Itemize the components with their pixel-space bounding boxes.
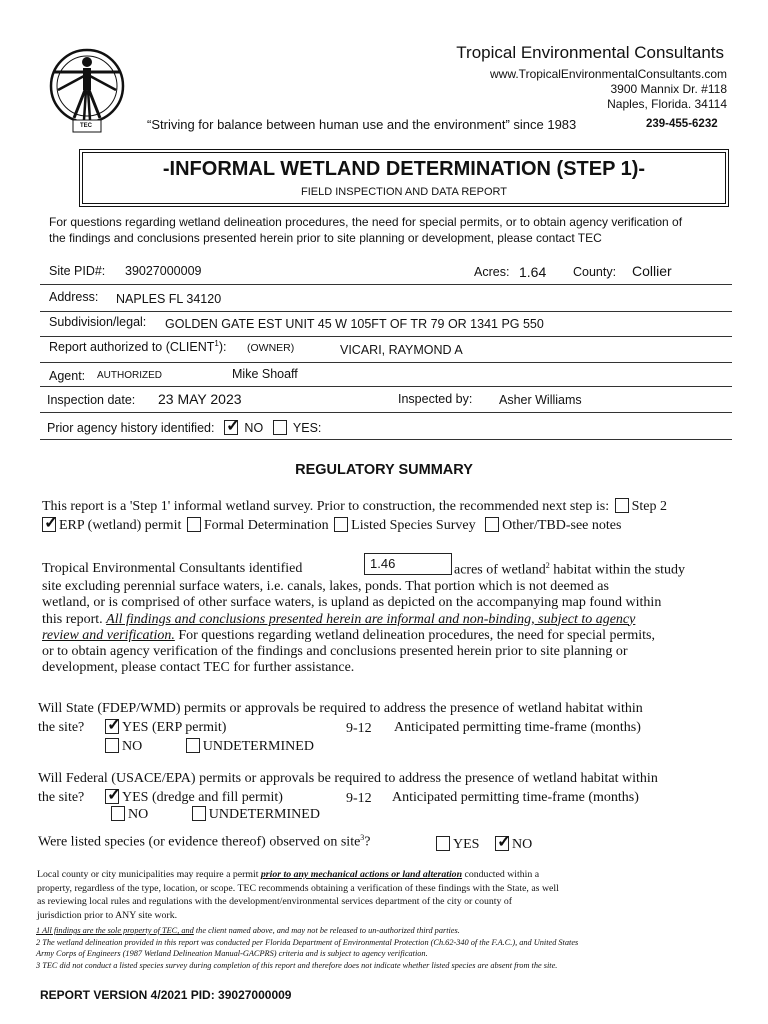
federal-yes-label: YES (dredge and fill permit)	[122, 790, 283, 805]
footnote-3: 3 TEC did not conduct a listed species survey during completion of this report and therefore does not indicate whether listed species are absent from the site.	[36, 960, 558, 970]
local-line-1c: conducted within a	[462, 869, 540, 880]
checkmark-icon: ✓	[225, 416, 241, 435]
client-label	[49, 339, 226, 354]
state-question-end: the site?	[38, 720, 85, 735]
inspected-by-label: Inspected by:	[398, 392, 473, 406]
agent-value: Mike Shoaff	[232, 367, 298, 381]
footnotes	[36, 925, 746, 971]
local-line-1b: prior to any mechanical actions or land alteration	[260, 869, 463, 880]
federal-undetermined-checkbox[interactable]	[192, 806, 206, 821]
species-no-checkbox[interactable]	[495, 832, 512, 851]
county-value: Collier	[632, 263, 672, 279]
wetland-footnote-ref: 2	[545, 561, 550, 570]
species-yes-checkbox[interactable]	[436, 836, 450, 851]
erp-checkbox[interactable]	[42, 513, 59, 532]
inspection-date-value: 23 MAY 2023	[158, 391, 242, 407]
state-timeframe: Anticipated permitting time-frame (months)	[394, 720, 641, 735]
listed-species-label: Listed Species Survey	[351, 518, 476, 533]
para-line-5	[42, 628, 742, 644]
local-line-1a: Local county or city municipalities may require a permit	[37, 869, 261, 880]
subdivision-value: GOLDEN GATE EST UNIT 45 W 105FT OF TR 79 OR 1341 PG 550	[165, 317, 544, 331]
identified-tail-text: acres of wetland	[454, 562, 546, 578]
rule-4	[40, 362, 732, 363]
state-no-checkbox[interactable]	[105, 738, 119, 753]
client-label-end: ):	[218, 340, 227, 355]
listed-species-checkbox[interactable]	[334, 517, 348, 532]
county-label: County:	[573, 265, 617, 279]
para-line-3: wetland, or is comprised of other surface waters, is upland as depicted on the accompanying map found within	[42, 595, 662, 611]
title-box	[79, 149, 729, 207]
prior-no-checkbox[interactable]	[224, 416, 241, 435]
species-question-text: Were listed species (or evidence thereof) observed on site	[38, 834, 361, 850]
client-role: (OWNER)	[247, 342, 295, 354]
species-yes-label: YES	[453, 837, 480, 852]
identified-lead: Tropical Environmental Consultants identified	[42, 561, 303, 576]
state-undetermined-checkbox[interactable]	[186, 738, 200, 753]
federal-undetermined-label: UNDETERMINED	[208, 807, 320, 822]
state-question: Will State (FDEP/WMD) permits or approvals be required to address the presence of wetland habitat within	[38, 701, 643, 716]
summary-paragraph	[42, 579, 742, 677]
intro-text: For questions regarding wetland delineation procedures, the need for special permits, or to obtain agency verification of the findings and conclusions presented herein prior to site planning or development, please contact TEC	[49, 215, 683, 245]
report-subtitle: FIELD INSPECTION AND DATA REPORT	[301, 186, 507, 198]
address-label: Address:	[49, 290, 99, 304]
wetland-acres-value: 1.46	[370, 556, 396, 571]
report-title: -INFORMAL WETLAND DETERMINATION (STEP 1)-	[162, 158, 646, 180]
prior-yes-checkbox[interactable]	[273, 420, 287, 435]
para-line-4b: All findings and conclusions presented herein are informal and non-binding, subject to agency	[106, 611, 636, 627]
company-address-line2: Naples, Florida. 34114	[607, 97, 727, 111]
client-value: VICARI, RAYMOND A	[340, 343, 463, 357]
company-phone: 239-455-6232	[646, 118, 718, 130]
federal-no-row	[111, 806, 320, 823]
formal-determination-checkbox[interactable]	[187, 517, 201, 532]
agent-label: Agent:	[49, 369, 86, 383]
state-undetermined-label: UNDETERMINED	[202, 739, 314, 754]
agent-role: AUTHORIZED	[97, 370, 162, 381]
next-step-options	[42, 513, 742, 534]
rule-5	[40, 386, 732, 387]
acres-value: 1.64	[519, 264, 547, 280]
company-website[interactable]: www.TropicalEnvironmentalConsultants.com	[490, 67, 727, 81]
company-slogan: “Striving for balance between human use and the environment” since 1983	[147, 117, 577, 132]
client-label-text: Report authorized to (CLIENT	[49, 340, 215, 355]
prior-yes-label: YES:	[292, 421, 322, 435]
report-version-footer: REPORT VERSION 4/2021 PID: 39027000009	[40, 988, 292, 1002]
federal-yes-checkbox[interactable]	[105, 785, 122, 804]
para-line-7: development, please contact TEC for further assistance.	[42, 660, 355, 676]
federal-question: Will Federal (USACE/EPA) permits or approvals be required to address the presence of wetland habitat within	[38, 771, 658, 786]
federal-months: 9-12	[346, 791, 372, 806]
address-value: NAPLES FL 34120	[116, 292, 222, 306]
footnote-2a: 2 The wetland delineation provided in this report was conducted per Florida Department of Environmental Protection (Ch.62-340 of the F.A.C.), and United States	[36, 937, 579, 947]
species-footnote-ref: 3	[360, 833, 365, 842]
local-line-4: jurisdiction prior to ANY site work.	[37, 909, 178, 921]
federal-timeframe: Anticipated permitting time-frame (months)	[392, 790, 639, 805]
company-address-line1: 3900 Mannix Dr. #118	[610, 82, 727, 96]
state-months: 9-12	[346, 721, 372, 736]
erp-label: ERP (wetland) permit	[59, 518, 182, 533]
step2-label: Step 2	[631, 499, 668, 514]
state-no-row	[105, 738, 314, 755]
para-line-5b: For questions regarding wetland delineation procedures, the need for special permits,	[174, 627, 655, 643]
federal-no-label: NO	[128, 807, 149, 822]
formal-determination-label: Formal Determination	[203, 518, 329, 533]
footnote-1	[36, 925, 746, 937]
checkmark-icon: ✓	[107, 715, 122, 734]
inspected-by-value: Asher Williams	[499, 393, 582, 407]
checkmark-icon: ✓	[496, 832, 512, 851]
footnote-1b: the client named above, and may not be released to un-authorized third parties.	[193, 926, 460, 935]
federal-yes-row	[105, 785, 283, 806]
client-footnote-ref: 1	[214, 339, 219, 348]
rule-2	[40, 311, 732, 312]
checkmark-icon: ✓	[44, 513, 59, 532]
other-tbd-label: Other/TBD-see notes	[502, 518, 622, 533]
federal-question-end: the site?	[38, 790, 85, 805]
local-note	[37, 868, 737, 922]
local-line-2: property, regardless of the type, location, or scope. TEC recommends obtaining a verification of these findings with the State, as well	[37, 882, 559, 894]
next-step-row	[42, 498, 742, 515]
species-question-end: ?	[364, 834, 371, 850]
identified-tail-text2: habitat within the study	[549, 562, 686, 578]
rule-3	[40, 336, 732, 337]
footnote-2b: Army Corps of Engineers (1987 Wetland Delineation Manual-GACPRS) criteria and is subject to agency verification.	[36, 949, 428, 959]
prior-no-label: NO	[244, 421, 264, 435]
company-name: Tropical Environmental Consultants	[456, 43, 724, 62]
para-line-5a: review and verification.	[42, 627, 175, 643]
site-pid-label: Site PID#:	[49, 264, 106, 278]
para-line-2: site excluding perennial surface waters, i.e. canals, lakes, ponds. That portion which is not deemed as	[42, 579, 609, 594]
acres-label: Acres:	[474, 265, 510, 279]
prior-history-label: Prior agency history identified:	[47, 421, 215, 435]
step2-checkbox[interactable]	[615, 498, 629, 513]
para-line-4a: this report.	[42, 611, 107, 627]
rule-6	[40, 412, 732, 413]
species-question	[38, 833, 371, 851]
federal-no-checkbox[interactable]	[111, 806, 125, 821]
rule-1	[40, 284, 732, 285]
state-yes-checkbox[interactable]	[105, 715, 122, 734]
local-line-1	[37, 868, 737, 882]
local-line-3: as reviewing local rules and regulations with the development/environmental services department of the city or county of	[37, 896, 513, 907]
subdivision-label: Subdivision/legal:	[49, 315, 147, 329]
site-pid-value: 39027000009	[125, 264, 202, 278]
state-yes-row	[105, 715, 227, 736]
prior-history-row	[47, 416, 322, 435]
state-no-label: NO	[122, 739, 143, 754]
state-yes-label: YES (ERP permit)	[122, 720, 227, 735]
other-tbd-checkbox[interactable]	[485, 517, 499, 532]
para-line-6: or to obtain agency verification of the findings and conclusions presented herein prior to site planning or	[42, 644, 628, 660]
para-line-4	[42, 612, 742, 628]
inspection-date-label: Inspection date:	[47, 393, 136, 407]
checkmark-icon: ✓	[107, 785, 122, 804]
footnote-1a: 1 All findings are the sole property of TEC, and	[36, 926, 194, 935]
logo-text: TEC	[80, 123, 92, 129]
identified-tail	[454, 561, 685, 579]
rule-7	[40, 439, 732, 440]
species-no-label: NO	[511, 837, 533, 852]
regulatory-summary-heading: REGULATORY SUMMARY	[295, 462, 473, 478]
species-answer-row	[436, 832, 533, 853]
next-step-text: This report is a 'Step 1' informal wetland survey. Prior to construction, the recommended next step is:	[42, 499, 610, 514]
wetland-acres-field[interactable]	[364, 553, 452, 575]
